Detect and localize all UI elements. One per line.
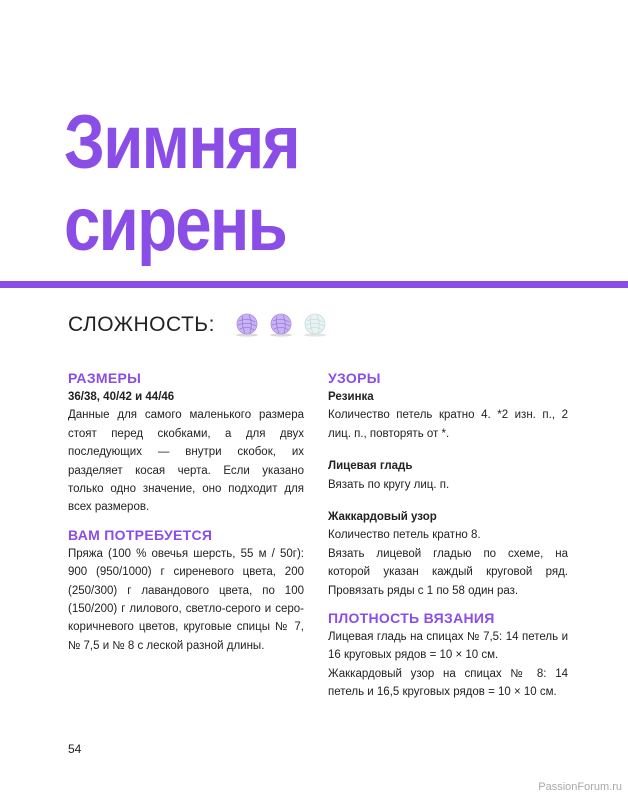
materials-text: Пряжа (100 % овечья шерсть, 55 м / 50г): 900 (950/1000) г сиреневого цвета, 200 (250/300) г лавандового цвета, по 100 (150/200) г лилового, светло-серого и серо-коричневого цветов, круговые спицы № 7, № 7,5 и № 8 с леской разной длины. — [68, 547, 304, 652]
left-column — [68, 368, 304, 655]
page-number: 54 — [68, 742, 82, 756]
right-column — [328, 368, 568, 702]
difficulty-label: СЛОЖНОСТЬ: — [68, 313, 215, 336]
materials-section — [68, 525, 304, 655]
gauge-text-1: Лицевая гладь на спицах № 7,5: 14 петель и 16 круговых рядов = 10 × 10 см. — [328, 631, 568, 662]
sizes-text: Данные для самого маленького размера стоят перед скобками, а для двух последующих — внутри скобок, их разделяет косая черта. Если указано только одно значение, оно подходит для всех размеров. — [68, 409, 304, 514]
stockinette-pattern-text: Вязать по кругу лиц. п. — [328, 478, 450, 491]
yarn-ball-filled-icon — [267, 313, 295, 337]
patterns-section — [328, 368, 568, 600]
sizes-section — [68, 368, 304, 517]
materials-heading: ВАМ ПОТРЕБУЕТСЯ — [68, 526, 213, 543]
difficulty-rating — [68, 313, 335, 337]
rib-pattern-name: Резинка — [328, 391, 374, 403]
jacquard-pattern-text-2: Вязать лицевой гладью по схеме, на которой указан каждый круговой ряд. Провязать ряды с 1 по 58 один раз. — [328, 547, 568, 597]
jacquard-pattern-name: Жаккардовый узор — [328, 511, 437, 524]
gauge-heading: ПЛОТНОСТЬ ВЯЗАНИЯ — [328, 610, 495, 627]
stockinette-pattern-name: Лицевая гладь — [328, 460, 413, 473]
gauge-text-2: Жаккардовый узор на спицах № 8: 14 петель и 16,5 круговых рядов = 10 × 10 см. — [328, 667, 568, 699]
jacquard-pattern-text-1: Количество петель кратно 8. — [328, 529, 481, 542]
watermark: PassionForum.ru — [538, 781, 622, 793]
patterns-heading: УЗОРЫ — [328, 370, 381, 386]
rib-pattern-text: Количество петель кратно 4. *2 изн. п., 2 лиц. п., повторять от *. — [328, 409, 568, 440]
gauge-section — [328, 608, 568, 702]
page-title — [64, 102, 299, 266]
yarn-ball-empty-icon — [301, 313, 329, 337]
sizes-values: 36/38, 40/42 и 44/46 — [68, 391, 175, 403]
sizes-heading: РАЗМЕРЫ — [68, 370, 142, 386]
title-line-1: Зимняя — [64, 100, 299, 185]
title-divider — [0, 281, 628, 288]
title-line-2: сирень — [64, 182, 287, 267]
yarn-ball-filled-icon — [233, 313, 261, 337]
